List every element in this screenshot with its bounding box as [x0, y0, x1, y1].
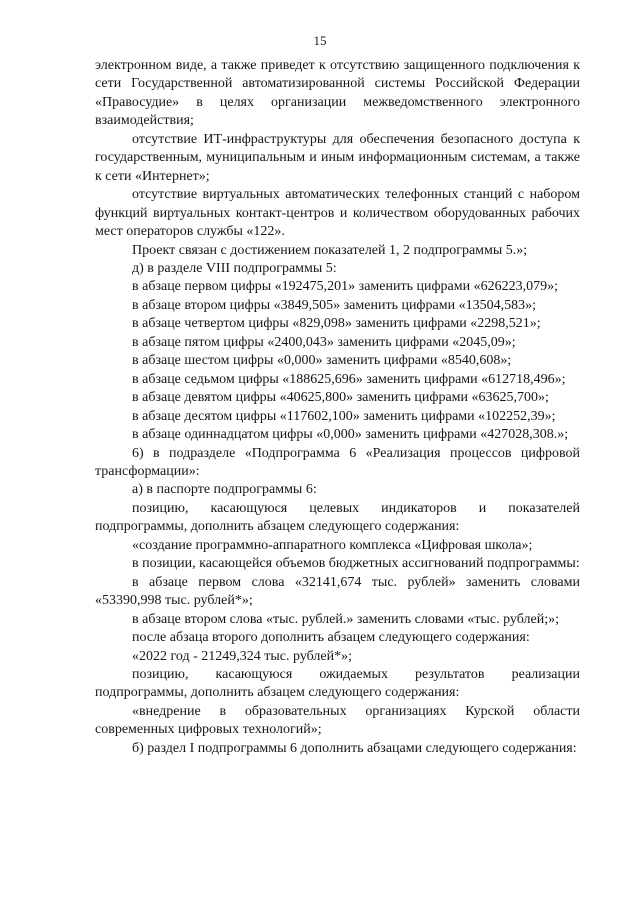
paragraph: Проект связан с достижением показателей 1, 2 подпрограммы 5.»; [132, 242, 528, 258]
paragraph: в абзаце втором слова «тыс. рублей.» заменить словами «тыс. рублей;»; [132, 611, 559, 627]
paragraph: в абзаце первом цифры «192475,201» заменить цифрами «626223,079»; [132, 279, 558, 295]
paragraph: д) в разделе VIII подпрограммы 5: [132, 260, 337, 276]
page-number: 15 [313, 33, 327, 48]
paragraph: позицию, касающуюся ожидаемых результатов реализации подпрограммы, дополнить абзацем следующего содержания: [95, 666, 580, 701]
paragraph: в абзаце девятом цифры «40625,800» заменить цифрами «63625,700»; [132, 390, 549, 406]
paragraph: после абзаца второго дополнить абзацем следующего содержания: [132, 630, 530, 646]
paragraph: 6) в подразделе «Подпрограмма 6 «Реализация процессов цифровой трансформации»: [95, 445, 580, 479]
paragraph: а) в паспорте подпрограммы 6: [132, 482, 317, 498]
paragraph: позицию, касающуюся целевых индикаторов и показателей подпрограммы, дополнить абзацем следующего содержания: [95, 500, 580, 535]
paragraph: в абзаце десятом цифры «117602,100» заменить цифрами «102252,39»; [132, 408, 556, 424]
paragraph: отсутствие виртуальных автоматических телефонных станций с набором функций виртуальных контакт-центров и количеством оборудованных рабочих мест операторов службы «122». [95, 187, 580, 240]
document-body [95, 57, 580, 758]
paragraph: б) раздел I подпрограммы 6 дополнить абзацами следующего содержания: [132, 740, 577, 756]
paragraph: в абзаце шестом цифры «0,000» заменить цифрами «8540,608»; [132, 353, 512, 369]
paragraph: отсутствие ИТ-инфраструктуры для обеспечения безопасного доступа к государственным, муниципальным и иным информационным системам, а также к сети «Интернет»; [95, 131, 580, 184]
paragraph: в абзаце пятом цифры «2400,043» заменить цифрами «2045,09»; [132, 334, 516, 350]
paragraph: в абзаце седьмом цифры «188625,696» заменить цифрами «612718,496»; [132, 371, 566, 387]
paragraph: «внедрение в образовательных организациях Курской области современных цифровых технологий»; [95, 703, 580, 738]
paragraph: «2022 год - 21249,324 тыс. рублей*»; [132, 648, 353, 664]
paragraph: в абзаце втором цифры «3849,505» заменить цифрами «13504,583»; [132, 297, 536, 313]
paragraph: «создание программно-аппаратного комплекса «Цифровая школа»; [132, 537, 533, 553]
paragraph: в абзаце первом слова «32141,674 тыс. рублей» заменить словами «53390,998 тыс. рублей*»; [95, 574, 580, 609]
paragraph: в абзаце четвертом цифры «829,098» заменить цифрами «2298,521»; [132, 316, 541, 332]
paragraph: в позиции, касающейся объемов бюджетных ассигнований подпрограммы: [132, 556, 580, 572]
paragraph: электронном виде, а также приведет к отсутствию защищенного подключения к сети Государственной автоматизированной системы Российской Федерации «Правосудие» в целях организации межведомственного электронного взаимодействия; [95, 58, 580, 129]
paragraph: в абзаце одиннадцатом цифры «0,000» заменить цифрами «427028,308.»; [132, 427, 569, 443]
